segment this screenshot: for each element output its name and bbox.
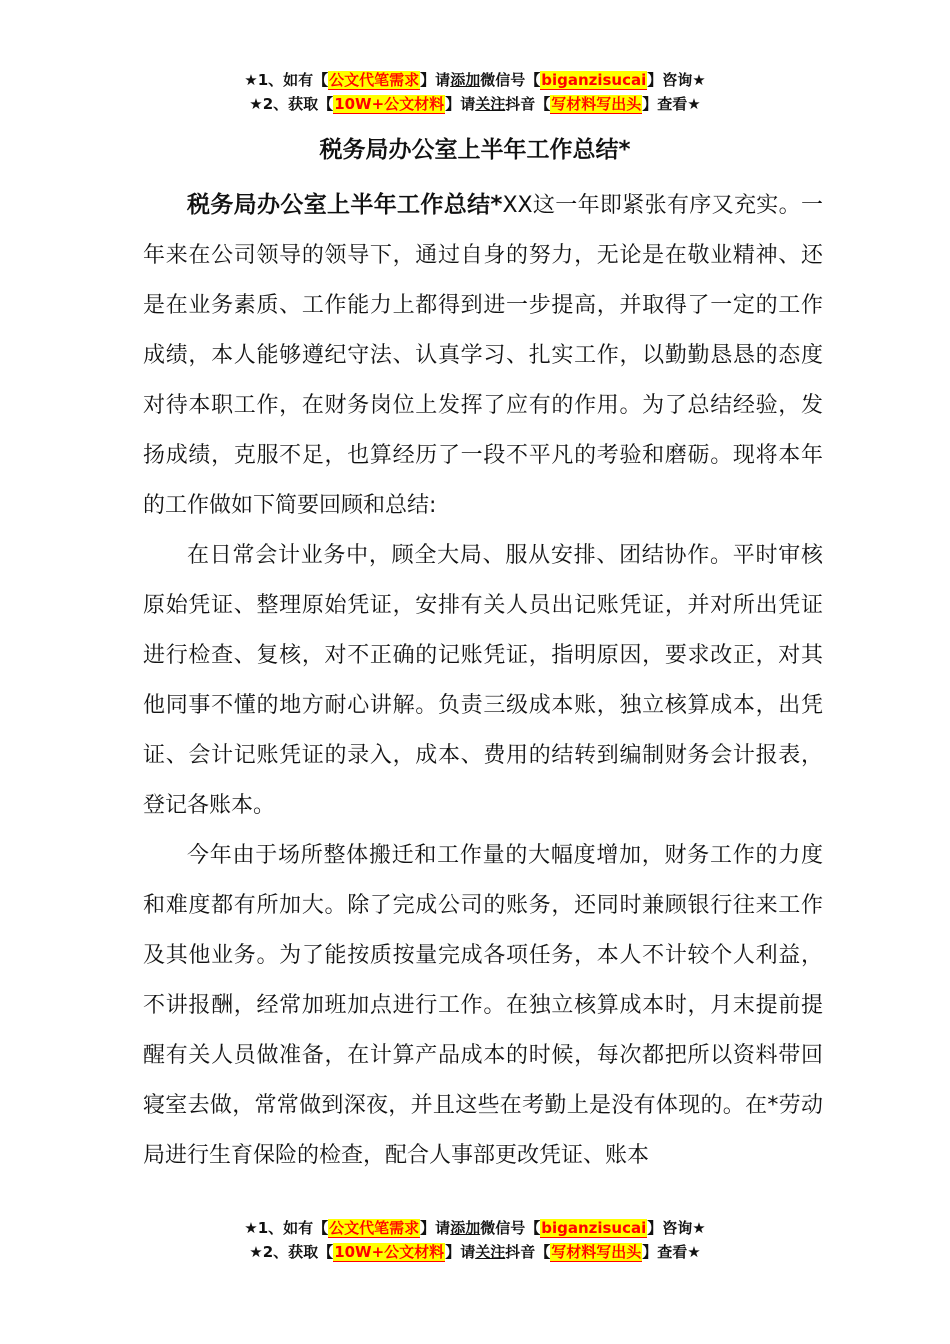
promo-text: 抖音【	[505, 95, 551, 113]
promo-highlight: 公文代笔需求	[329, 1219, 420, 1237]
paragraph-2: 在日常会计业务中，顾全大局、服从安排、团结协作。平时审核原始凭证、整理原始凭证，安排有关人员出记账凭证，并对所出凭证进行检查、复核，对不正确的记账凭证，指明原因，要求改正，对其他同事不懂的地方耐心讲解。负责三级成本账，独立核算成本，出凭证、会计记账凭证的录入，成本、费用的结转到编制财务会计报表，登记各账本。	[143, 543, 823, 818]
paragraph-lead: 税务局办公室上半年工作总结*	[187, 192, 503, 218]
promo-text: 】咨询★	[647, 71, 706, 89]
promo-text: 】请	[445, 95, 476, 113]
promo-underline: 添加	[450, 1219, 481, 1237]
promo-underline: 关注	[475, 95, 506, 113]
promo-text: 】请	[420, 71, 451, 89]
promo-text: 】请	[420, 1219, 451, 1237]
promo-line-1	[0, 1216, 950, 1240]
promo-highlight: 写材料写出头	[551, 1243, 642, 1261]
document-body	[143, 180, 823, 1181]
document-title: 税务局办公室上半年工作总结*	[319, 137, 631, 163]
paragraph-text: XX这一年即紧张有序又充实。一年来在公司领导的领导下，通过自身的努力，无论是在敬业精神、还是在业务素质、工作能力上都得到进一步提高，并取得了一定的工作成绩，本人能够遵纪守法、认真学习、扎实工作，以勤勤恳恳的态度对待本职工作，在财务岗位上发挥了应有的作用。为了总结经验，发扬成绩，克服不足，也算经历了一段不平凡的考验和磨砺。现将本年的工作做如下简要回顾和总结:	[143, 193, 823, 518]
promo-underline: 关注	[475, 1243, 506, 1261]
promo-text: 微信号【	[480, 71, 541, 89]
promo-banner-top	[0, 68, 950, 116]
promo-line-2	[0, 1240, 950, 1264]
promo-banner-bottom	[0, 1216, 950, 1264]
promo-highlight: 10W+公文材料	[334, 95, 445, 113]
promo-text: 】查看★	[642, 95, 701, 113]
promo-line-2	[0, 92, 950, 116]
promo-text: 抖音【	[505, 1243, 551, 1261]
promo-text: ★1、如有【	[244, 71, 329, 89]
promo-text: 微信号【	[480, 1219, 541, 1237]
promo-line-1	[0, 68, 950, 92]
promo-text: ★1、如有【	[244, 1219, 329, 1237]
promo-text: ★2、获取【	[249, 95, 334, 113]
promo-highlight: biganzisucai	[541, 71, 647, 89]
promo-underline: 添加	[450, 71, 481, 89]
promo-highlight: biganzisucai	[541, 1219, 647, 1237]
promo-highlight: 写材料写出头	[551, 95, 642, 113]
promo-text: ★2、获取【	[249, 1243, 334, 1261]
promo-highlight: 10W+公文材料	[334, 1243, 445, 1261]
promo-highlight: 公文代笔需求	[329, 71, 420, 89]
paragraph-3: 今年由于场所整体搬迁和工作量的大幅度增加，财务工作的力度和难度都有所加大。除了完成公司的账务，还同时兼顾银行往来工作及其他业务。为了能按质按量完成各项任务，本人不计较个人利益，不讲报酬，经常加班加点进行工作。在独立核算成本时，月末提前提醒有关人员做准备，在计算产品成本的时候，每次都把所以资料带回寝室去做，常常做到深夜，并且这些在考勤上是没有体现的。在*劳动局进行生育保险的检查，配合人事部更改凭证、账本	[143, 843, 823, 1168]
paragraph-1	[143, 180, 823, 531]
promo-text: 】请	[445, 1243, 476, 1261]
promo-text: 】咨询★	[647, 1219, 706, 1237]
promo-text: 】查看★	[642, 1243, 701, 1261]
